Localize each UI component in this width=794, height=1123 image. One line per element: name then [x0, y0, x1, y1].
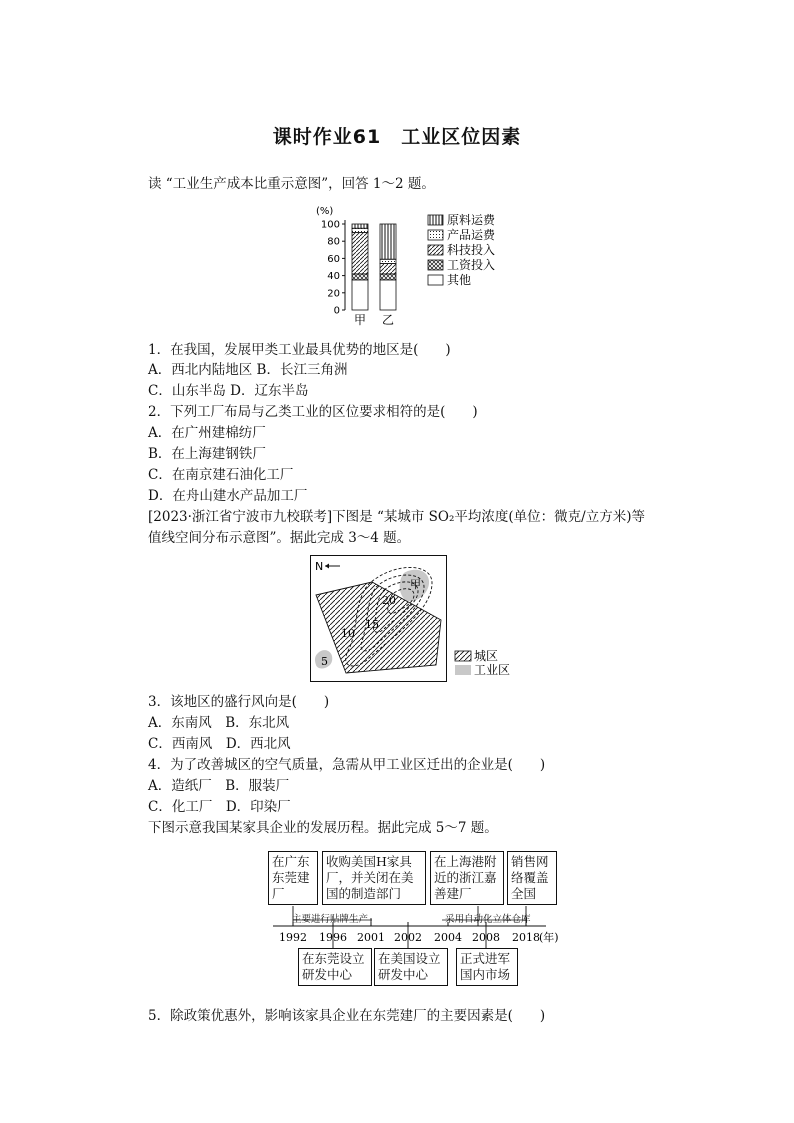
- so2-contour-map: [310, 555, 520, 683]
- bar-segment-1: [380, 280, 396, 310]
- timeline-year-label: 1992: [279, 931, 307, 944]
- question-4-options-ab: A．造纸厂 B．服装厂: [148, 778, 290, 794]
- question-3-options-ab: A．东南风 B．东北风: [148, 715, 290, 731]
- chart-y-tick-label: 0: [333, 305, 340, 317]
- timeline-year-label: 2008: [472, 931, 500, 944]
- question-4-stem: 4．为了改善城区的空气质量，急需从甲工业区迁出的企业是( ): [148, 757, 546, 773]
- bar-segment-0: [352, 233, 368, 274]
- contour-label-10: 10: [341, 627, 355, 640]
- question-5-stem: 5．除政策优惠外，影响该家具企业在东莞建厂的主要因素是( ): [148, 1008, 546, 1024]
- intro-3-4-line1: [2023·浙江省宁波市九校联考]下图是 “某城市 SO₂平均浓度(单位：微克/立方米)等: [148, 509, 645, 525]
- legend-swatch: [428, 260, 443, 270]
- legend-city-swatch: [455, 651, 471, 661]
- page-title: 课时作业61 工业区位因素: [272, 126, 522, 148]
- bar-segment-0: [352, 228, 368, 232]
- legend-label: 其他: [447, 273, 472, 287]
- bar-segment-1: [380, 264, 396, 274]
- timeline-box-jiashan-factory: 在上海港附近的浙江嘉善建厂: [430, 851, 504, 905]
- legend-label: 科技投入: [447, 243, 496, 257]
- bar-segment-1: [380, 259, 396, 263]
- question-1-options-cd: C．山东半岛 D．辽东半岛: [148, 383, 309, 399]
- contour-label-20: 20: [382, 594, 396, 607]
- question-1-stem: 1．在我国，发展甲类工业最具优势的地区是( ): [148, 342, 451, 358]
- intro-1-2: 读 “工业生产成本比重示意图”，回答 1～2 题。: [148, 176, 435, 192]
- cost-structure-chart: [300, 200, 520, 330]
- question-2-option-c: C．在南京建石油化工厂: [148, 467, 294, 483]
- question-2-stem: 2．下列工厂布局与乙类工业的区位要求相符的是( ): [148, 404, 478, 420]
- bar-segment-0: [352, 280, 368, 310]
- timeline-year-label: 2001: [357, 931, 385, 944]
- question-1-options-ab: A．西北内陆地区 B．长江三角洲: [148, 362, 348, 378]
- timeline-box-us-rd: 在美国设立研发中心: [374, 948, 448, 986]
- chart-y-tick-label: 80: [327, 236, 340, 248]
- legend-label: 原料运费: [447, 213, 496, 227]
- chart-y-axis-label: (%): [316, 206, 334, 217]
- north-label: N: [315, 560, 324, 573]
- chart-y-tick-label: 20: [327, 288, 340, 300]
- chart-x-label: 甲: [353, 313, 367, 327]
- legend-swatch: [428, 230, 443, 240]
- legend-label: 产品运费: [447, 228, 496, 242]
- question-3-options-cd: C．西南风 D．西北风: [148, 736, 291, 752]
- legend-industry-label: 工业区: [474, 663, 511, 677]
- timeline-year-label: 2002: [394, 931, 422, 944]
- question-4-options-cd: C．化工厂 D．印染厂: [148, 799, 291, 815]
- bar-segment-0: [352, 224, 368, 228]
- timeline-box-dongguan-rd: 在东莞设立研发中心: [298, 948, 372, 986]
- timeline-box-national-sales: 销售网络覆盖全国: [507, 851, 557, 905]
- timeline-year-label: 1996: [319, 931, 347, 944]
- question-2-option-d: D．在舟山建水产品加工厂: [148, 488, 308, 504]
- label-jia: 甲: [410, 578, 421, 591]
- question-3-stem: 3．该地区的盛行风向是( ): [148, 694, 330, 710]
- contour-label-15: 15: [365, 618, 379, 631]
- bar-segment-1: [380, 274, 396, 280]
- question-2-option-b: B．在上海建钢铁厂: [148, 446, 266, 462]
- timeline-box-dongguan-factory: 在广东东莞建厂: [268, 851, 318, 905]
- legend-swatch: [428, 245, 443, 255]
- timeline-year-label: 2004: [434, 931, 462, 944]
- timeline-note-oem: 主要进行贴牌生产: [292, 914, 369, 925]
- timeline-axis: [268, 850, 568, 950]
- timeline-box-acquire-us-factory: 收购美国H家具厂，并关闭在美国的制造部门: [322, 851, 426, 905]
- bar-segment-0: [352, 274, 368, 280]
- legend-label: 工资投入: [447, 258, 496, 272]
- timeline-note-automation: 采用自动化立体仓库: [445, 914, 531, 925]
- intro-5-7: 下图示意我国某家具企业的发展历程。据此完成 5～7 题。: [148, 820, 498, 836]
- intro-3-4-line2: 值线空间分布示意图”。据此完成 3～4 题。: [148, 530, 411, 546]
- timeline-unit-label: (年): [539, 931, 559, 944]
- timeline-box-domestic-market: 正式进军国内市场: [456, 948, 518, 986]
- chart-y-tick-label: 40: [327, 271, 340, 283]
- chart-y-tick-label: 100: [320, 219, 340, 231]
- question-2-option-a: A．在广州建棉纺厂: [148, 425, 266, 441]
- timeline-year-label: 2018: [512, 931, 540, 944]
- chart-x-label: 乙: [381, 313, 395, 327]
- legend-swatch: [428, 215, 443, 225]
- legend-swatch: [428, 275, 443, 285]
- chart-y-tick-label: 60: [327, 253, 340, 265]
- legend-city-label: 城区: [474, 649, 499, 663]
- legend-industry-swatch: [455, 665, 471, 675]
- bar-segment-1: [380, 224, 396, 259]
- contour-label-5: 5: [321, 655, 328, 668]
